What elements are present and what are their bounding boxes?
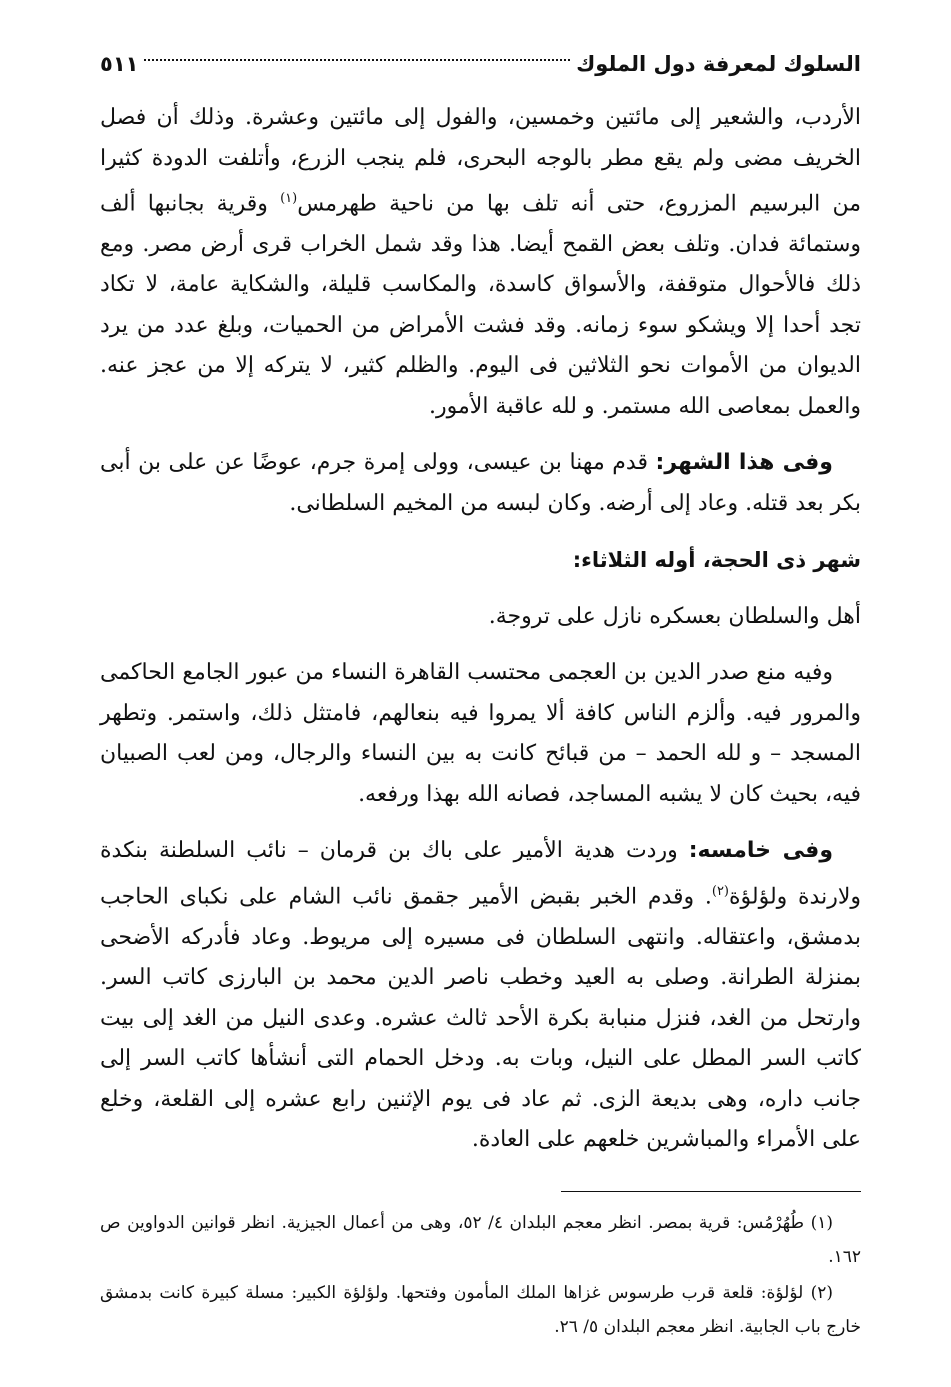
section-lead: وفى هذا الشهر: xyxy=(655,450,833,476)
book-title: السلوك لمعرفة دول الملوك xyxy=(576,52,861,76)
paragraph-this-month xyxy=(100,443,861,524)
paragraph-text: وفيه منع صدر الدين بن العجمى محتسب القاهرة النساء من عبور الجامع الحاكمى والمرور فيه. وألزم الناس كافة ألا يمروا فيه بنعالهم، فامتثل ذلك، واستمر. وتطهر المسجد – و لله الحمد – من قبائح كانت به بين النساء والرجال، ومن لعب الصبيان فيه، بحيث كان لا يشبه المساجد، فصانه الله بهذا ورفعه. xyxy=(100,660,861,807)
paragraph-text: . وقدم الخبر بقبض الأمير جقمق نائب الشام على نكباى الحاجب بدمشق، واعتقاله. وانتهى السلطان فى مسيره إلى مريوط. وعاد فأدركه الأضحى بمنزلة الطرانة. وصلى به العيد وخطب ناصر الدين محمد بن البارزى كاتب السر. وارتحل من الغد، فنزل منبابة بكرة الأحد ثالث عشره. وعدى النيل من الغد إلى بيت كاتب السر المطل على النيل، وبات به. ودخل الحمام التى أنشأها كاتب السر إلى جانب داره، وهى بديعة الزى. ثم عاد فى يوم الإثنين رابع عشره إلى القلعة، وخلع على الأمراء والمباشرين خلعهم على العادة. xyxy=(100,884,861,1153)
page-number: ٥١١ xyxy=(100,52,139,76)
footnote-ref-2[interactable]: (٢) xyxy=(711,883,729,899)
main-text xyxy=(100,98,861,1161)
paragraph-fifth xyxy=(100,831,861,1160)
footnotes xyxy=(100,1206,861,1344)
section-lead: وفى خامسه: xyxy=(688,838,833,864)
running-header xyxy=(100,40,861,88)
footnote-divider xyxy=(561,1191,861,1192)
paragraph-sultan-camp xyxy=(100,597,861,638)
paragraph-text: أهل والسلطان بعسكره نازل على تروجة. xyxy=(488,603,861,629)
paragraph-text: الأردب، والشعير إلى مائتين وخمسين، والفول إلى مائتين وعشرة. وذلك أن فصل الخريف مضى ولم يقع مطر بالوجه البحرى، فلم ينجب الزرع، وأتلفت الدودة كثيرا من البرسيم المزروع، حتى أنه تلف بها من ناحية طهرمس xyxy=(100,105,861,217)
paragraph-text: وردت هدية الأمير على باك بن قرمان – نائب السلطنة بنكدة ولارندة ولؤلؤة xyxy=(100,838,861,910)
paragraph-text: قدم مهنا بن عيسى، وولى إمرة جرم، عوضًا عن على بن أبى بكر بعد قتله. وعاد إلى أرضه. وكان لبسه من المخيم السلطانى. xyxy=(100,450,861,516)
paragraph-text: وقرية بجانبها ألف وستمائة فدان. وتلف بعض القمح أيضا. هذا وقد شمل الخراب قرى أرض مصر. ومع ذلك فالأحوال متوقفة، والأسواق كاسدة، والمكاسب قليلة، والشكاية عامة، لا تكاد تجد أحدا إلا ويشكو سوء زمانه. وقد فشت الأمراض من الحميات، وبلغ عدد من يرد الديوان من الأموات نحو الثلاثين فى اليوم. والظلم كثير، لا يتركه إلا من عجز عنه. والعمل بمعاصى الله مستمر. و لله عاقبة الأمور. xyxy=(100,191,861,419)
paragraph-mosque xyxy=(100,653,861,815)
footnote-1: (١) طُهُرْمُس: قرية بمصر. انظر معجم البلدان ٤/ ٥٢، وهى من أعمال الجيزية. انظر قوانين الدواوين ص ١٦٢. xyxy=(100,1212,861,1267)
book-page xyxy=(100,40,861,1367)
footnote-ref-1[interactable]: (١) xyxy=(280,191,298,206)
month-heading: شهر ذى الحجة، أوله الثلاثاء: xyxy=(572,548,861,573)
footnote-2: (٢) لؤلؤة: قلعة قرب طرسوس غزاها الملك المأمون وفتحها. ولؤلؤة الكبير: مسلة كبيرة كانت بدمشق خارج باب الجابية. انظر معجم البلدان ٥/ ٢٦. xyxy=(100,1282,861,1337)
paragraph-crops xyxy=(100,98,861,427)
header-leader-dots xyxy=(144,59,570,61)
